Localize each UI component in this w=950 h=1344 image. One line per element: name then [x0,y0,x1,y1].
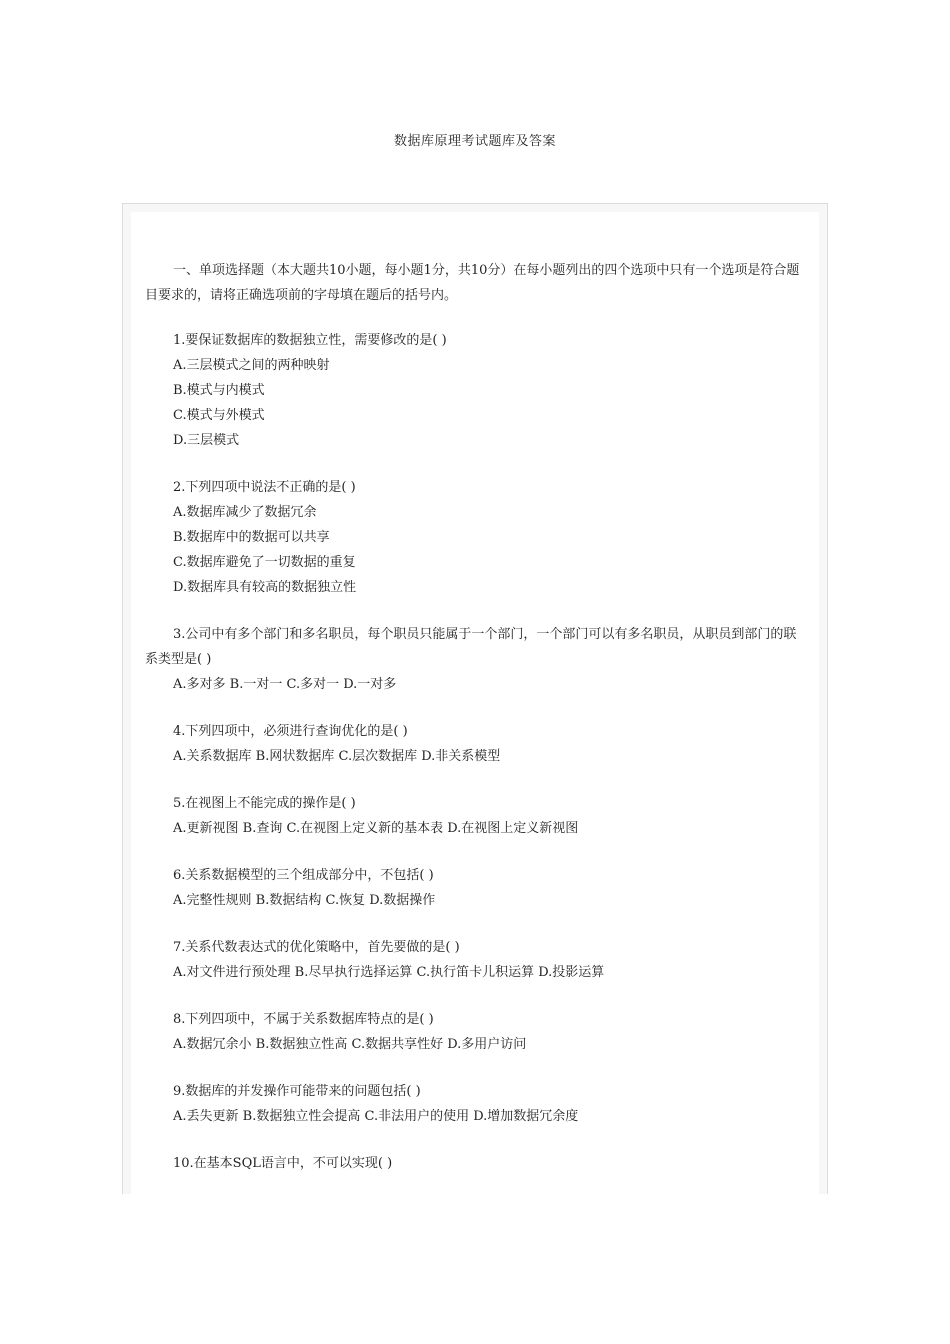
question-list [131,212,819,1176]
question-stem: 9.数据库的并发操作可能带来的问题包括( ) [173,1084,421,1099]
question-stem: 10.在基本SQL语言中，不可以实现( ) [173,1156,393,1171]
page-title: 数据库原理考试题库及答案 [393,134,556,149]
question-stem: 8.下列四项中，不属于关系数据库特点的是( ) [173,1012,434,1027]
question-stem: 2.下列四项中说法不正确的是( ) [173,480,356,495]
question-stem: 6.关系数据模型的三个组成部分中，不包括( ) [173,868,434,883]
question-4 [145,719,807,769]
section-intro: 一、单项选择题（本大题共10小题，每小题1分，共10分）在每小题列出的四个选项中只有一个选项是符合题目要求的，请将正确选项前的字母填在题后的括号内。 [145,263,800,303]
question-option: B.模式与内模式 [173,383,265,398]
question-10 [145,1151,807,1176]
content-panel [131,212,819,1194]
question-option: C.模式与外模式 [173,408,265,423]
question-stem: 4.下列四项中，必须进行查询优化的是( ) [173,724,408,739]
content-frame [122,203,828,1194]
question-2 [145,475,807,600]
question-5 [145,791,807,841]
question-8 [145,1007,807,1057]
question-option: A.多对多 B.一对一 C.多对一 D.一对多 [173,677,397,692]
question-option: C.数据库避免了一切数据的重复 [173,555,356,570]
question-option: A.数据冗余小 B.数据独立性高 C.数据共享性好 D.多用户访问 [173,1037,527,1052]
question-stem: 5.在视图上不能完成的操作是( ) [173,796,356,811]
question-option: B.数据库中的数据可以共享 [173,530,330,545]
question-option: A.三层模式之间的两种映射 [173,358,330,373]
question-9 [145,1079,807,1129]
question-stem: 3.公司中有多个部门和多名职员，每个职员只能属于一个部门，一个部门可以有多名职员，从职员到部门的联系类型是( ) [145,627,797,667]
question-option: D.数据库具有较高的数据独立性 [173,580,357,595]
question-option: A.对文件进行预处理 B.尽早执行选择运算 C.执行笛卡儿积运算 D.投影运算 [173,965,605,980]
question-stem: 7.关系代数表达式的优化策略中，首先要做的是( ) [173,940,460,955]
question-7 [145,935,807,985]
question-option: A.完整性规则 B.数据结构 C.恢复 D.数据操作 [173,893,436,908]
question-option: A.关系数据库 B.网状数据库 C.层次数据库 D.非关系模型 [173,749,501,764]
question-option: A.数据库减少了数据冗余 [173,505,317,520]
question-option: A.丢失更新 B.数据独立性会提高 C.非法用户的使用 D.增加数据冗余度 [173,1109,579,1124]
question-1 [145,328,807,453]
question-option: D.三层模式 [173,433,240,448]
question-option: A.更新视图 B.查询 C.在视图上定义新的基本表 D.在视图上定义新视图 [173,821,579,836]
question-stem: 1.要保证数据库的数据独立性，需要修改的是( ) [173,333,447,348]
question-3 [145,622,807,697]
question-6 [145,863,807,913]
